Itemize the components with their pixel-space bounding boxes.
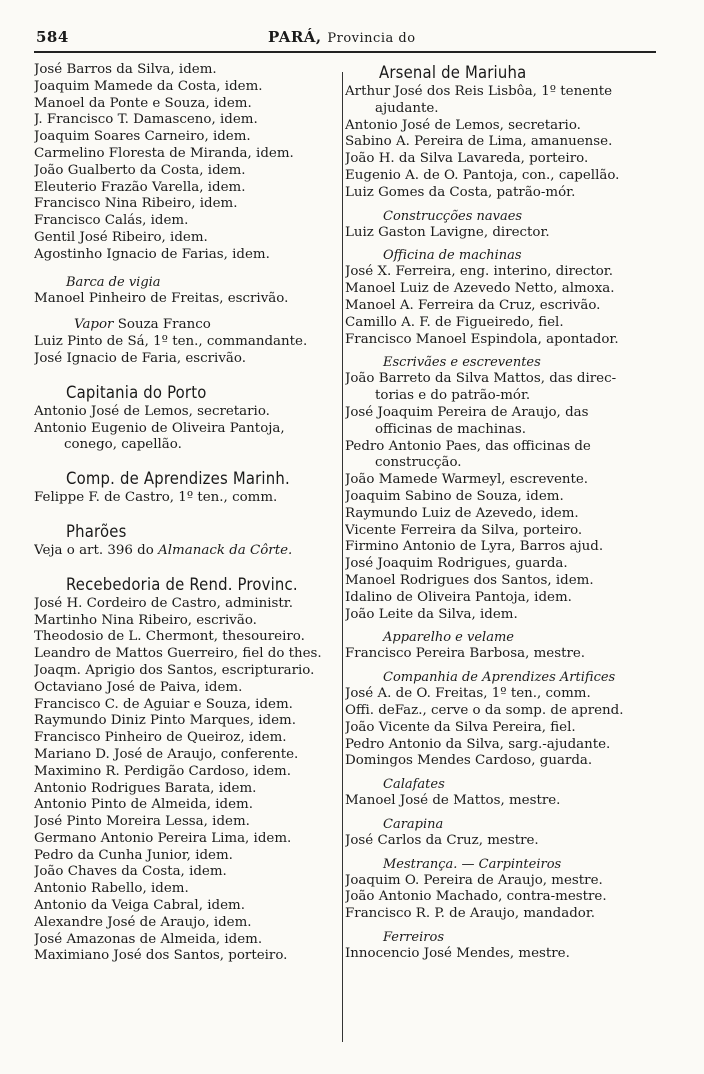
- list-item: Camillo A. F. de Figueiredo, fiel.: [345, 314, 564, 330]
- list-item: Manoel da Ponte e Souza, idem.: [34, 95, 252, 111]
- list-item: José Barros da Silva, idem.: [34, 62, 217, 77]
- list-item: Francisco R. P. de Araujo, mandador.: [345, 906, 596, 922]
- list-item: José Joaquim Pereira de Araujo, das: [345, 404, 589, 420]
- section-heading-arsenal: Arsenal de Mariuha: [379, 63, 527, 82]
- section-heading-barca: Barca de vigia: [66, 274, 161, 290]
- list-item: Antonio Rabello, idem.: [34, 881, 189, 897]
- page-number: 584: [36, 28, 69, 46]
- list-item: João H. da Silva Lavareda, porteiro.: [345, 151, 589, 167]
- list-item: João Chaves da Costa, idem.: [34, 864, 227, 880]
- list-item: Luiz Pinto de Sá, 1º ten., commandante.: [34, 334, 308, 350]
- list-item: Joaqm. Aprigio dos Santos, escripturario.: [34, 662, 315, 678]
- list-item: Luiz Gaston Lavigne, director.: [345, 224, 550, 240]
- list-item: Felippe F. de Castro, 1º ten., comm.: [34, 490, 278, 506]
- list-item: Luiz Gomes da Costa, patrão-mór.: [345, 184, 576, 200]
- running-title: [268, 28, 416, 46]
- list-item: Manoel José de Mattos, mestre.: [345, 793, 561, 809]
- section-heading-vapor: [34, 317, 338, 334]
- list-item: José H. Cordeiro de Castro, administr.: [34, 595, 293, 611]
- list-item: Octaviano José de Paiva, idem.: [34, 679, 243, 695]
- list-item: Francisco Nina Ribeiro, idem.: [34, 196, 238, 212]
- list-item: Raymundo Diniz Pinto Marques, idem.: [34, 713, 296, 729]
- list-item: Arthur José dos Reis Lisbôa, 1º tenente: [345, 84, 613, 99]
- list-item: João Leite da Silva, idem.: [345, 606, 518, 622]
- list-item: Gentil José Ribeiro, idem.: [34, 229, 208, 245]
- running-title-subtitle: Provincia do: [327, 31, 416, 46]
- list-item: Francisco Manoel Espindola, apontador.: [345, 331, 619, 347]
- list-item: Agostinho Ignacio de Farias, idem.: [34, 246, 270, 262]
- section-heading-companhia: Companhia de Aprendizes Artifices: [383, 670, 616, 686]
- list-item: Manoel Luiz de Azevedo Netto, almoxa.: [345, 281, 615, 297]
- list-item: Francisco C. de Aguiar e Souza, idem.: [34, 696, 293, 712]
- list-item: Idalino de Oliveira Pantoja, idem.: [345, 589, 572, 605]
- list-item: José Joaquim Rodrigues, guarda.: [345, 556, 568, 572]
- section-heading-carapina: Carapina: [383, 816, 444, 832]
- section-heading-construccoes: Construcções navaes: [383, 208, 523, 224]
- list-item: Raymundo Luiz de Azevedo, idem.: [345, 505, 579, 521]
- pharoes-ref: Almanack da Côrte.: [158, 542, 293, 558]
- right-column: [345, 62, 657, 963]
- list-item: José A. de O. Freitas, 1º ten., comm.: [345, 686, 591, 702]
- header-rule: [34, 51, 656, 53]
- list-item: Antonio José de Lemos, secretario.: [345, 117, 581, 133]
- list-item: Manoel Rodrigues dos Santos, idem.: [345, 572, 594, 588]
- list-item: Antonio Eugenio de Oliveira Pantoja,: [34, 420, 285, 436]
- list-item: João Barreto da Silva Mattos, das direc-: [345, 371, 617, 387]
- list-item: Antonio da Veiga Cabral, idem.: [34, 898, 245, 914]
- pharoes-text: Veja o art. 396 do: [34, 542, 154, 558]
- section-heading-mestranca: Mestrança. — Carpinteiros: [383, 856, 562, 872]
- list-item: Antonio Pinto de Almeida, idem.: [34, 797, 253, 813]
- list-item: Joaquim Soares Carneiro, idem.: [34, 129, 251, 145]
- list-item: José Ignacio de Faria, escrivão.: [34, 350, 246, 366]
- list-item: Eugenio A. de O. Pantoja, con., capellão.: [345, 167, 620, 183]
- list-item: José Amazonas de Almeida, idem.: [34, 931, 263, 947]
- section-heading-capitania: Capitania do Porto: [66, 382, 207, 402]
- list-item: João Vicente da Silva Pereira, fiel.: [345, 719, 576, 735]
- list-item: Francisco Calás, idem.: [34, 213, 189, 229]
- list-item: Pedro Antonio Paes, das officinas de: [345, 438, 591, 454]
- list-item: José X. Ferreira, eng. interino, director.: [345, 264, 613, 280]
- list-item: Theodosio de L. Chermont, thesoureiro.: [34, 629, 305, 645]
- list-item: Pedro da Cunha Junior, idem.: [34, 847, 233, 863]
- list-item: Carmelino Floresta de Miranda, idem.: [34, 145, 294, 161]
- list-item: Antonio José de Lemos, secretario.: [34, 403, 270, 419]
- list-item: João Mamede Warmeyl, escrevente.: [345, 472, 589, 488]
- list-item: Manoel Pinheiro de Freitas, escrivão.: [34, 290, 289, 306]
- list-item: conego, capellão.: [64, 437, 182, 453]
- list-item: Pedro Antonio da Silva, sarg.-ajudante.: [345, 736, 611, 752]
- list-item: Eleuterio Frazão Varella, idem.: [34, 179, 246, 195]
- list-item: Maximiano José dos Santos, porteiro.: [34, 948, 288, 964]
- pharoes-reference: [34, 543, 338, 560]
- list-item: Manoel A. Ferreira da Cruz, escrivão.: [345, 297, 601, 313]
- list-continued: [34, 62, 338, 264]
- list-item: J. Francisco T. Damasceno, idem.: [34, 112, 258, 128]
- list-item: Antonio Rodrigues Barata, idem.: [34, 780, 257, 796]
- section-heading-recebedoria: Recebedoria de Rend. Provinc.: [66, 574, 298, 594]
- section-heading-officina: Officina de machinas: [383, 248, 522, 264]
- left-column: [34, 62, 338, 965]
- list-item: construcção.: [375, 455, 462, 471]
- section-heading-apparelho: Apparelho e velame: [383, 630, 514, 646]
- recebedoria-list: [34, 596, 338, 966]
- vapor-label: Vapor: [74, 317, 114, 333]
- list-item: Domingos Mendes Cardoso, guarda.: [345, 753, 593, 769]
- list-item: Sabino A. Pereira de Lima, amanuense.: [345, 134, 613, 150]
- vapor-name: Souza Franco: [117, 317, 211, 333]
- list-item: Leandro de Mattos Guerreiro, fiel do thes.: [34, 646, 322, 662]
- list-item: Germano Antonio Pereira Lima, idem.: [34, 830, 292, 846]
- page-header: [36, 28, 656, 52]
- list-item: Innocencio José Mendes, mestre.: [345, 946, 570, 962]
- list-item: João Antonio Machado, contra-mestre.: [345, 889, 607, 905]
- list-item: José Pinto Moreira Lessa, idem.: [34, 814, 250, 830]
- section-heading-calafates: Calafates: [383, 777, 445, 793]
- list-item: Joaquim O. Pereira de Araujo, mestre.: [345, 872, 603, 888]
- list-item: Francisco Pereira Barbosa, mestre.: [345, 646, 586, 662]
- list-item: Offi. deFaz., cerve o da somp. de aprend.: [345, 702, 624, 718]
- section-heading-ferreiros: Ferreiros: [383, 930, 444, 946]
- list-item: torias e do patrão-mór.: [375, 388, 531, 404]
- list-item: Mariano D. José de Araujo, conferente.: [34, 746, 299, 762]
- list-item: Vicente Ferreira da Silva, porteiro.: [345, 522, 583, 538]
- list-item: Joaquim Sabino de Souza, idem.: [345, 488, 564, 504]
- list-item: officinas de machinas.: [375, 421, 526, 437]
- list-item: Francisco Pinheiro de Queiroz, idem.: [34, 730, 287, 746]
- list-item: Maximino R. Perdigão Cardoso, idem.: [34, 763, 291, 779]
- column-divider: [342, 72, 343, 1042]
- section-heading-pharoes: Pharões: [66, 521, 127, 541]
- list-item: ajudante.: [375, 100, 439, 116]
- list-item: José Carlos da Cruz, mestre.: [345, 832, 539, 848]
- section-heading-comp: Comp. de Aprendizes Marinh.: [66, 469, 290, 489]
- running-title-province: PARÁ,: [268, 28, 322, 46]
- list-item: Martinho Nina Ribeiro, escrivão.: [34, 612, 257, 628]
- section-heading-escrivaes: Escrivães e escreventes: [383, 355, 541, 371]
- list-item: Joaquim Mamede da Costa, idem.: [34, 78, 263, 94]
- list-item: Firmino Antonio de Lyra, Barros ajud.: [345, 539, 604, 555]
- list-item: Alexandre José de Araujo, idem.: [34, 914, 252, 930]
- list-item: João Gualberto da Costa, idem.: [34, 162, 246, 178]
